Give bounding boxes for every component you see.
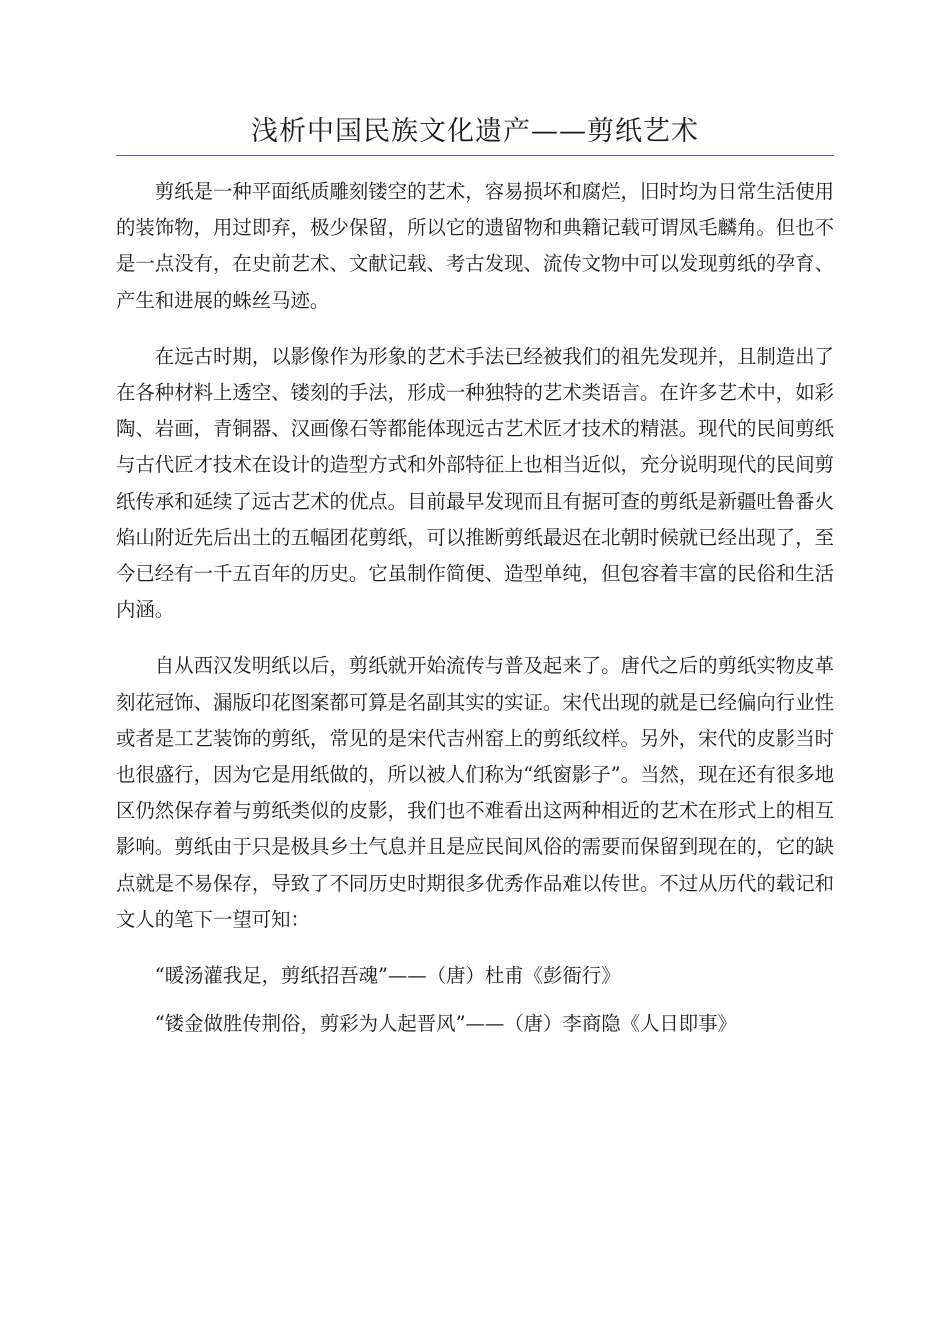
document-body [116,174,834,1054]
paragraph-2: 在远古时期，以影像作为形象的艺术手法已经被我们的祖先发现并，且制造出了在各种材料上透空、镂刻的手法，形成一种独特的艺术类语言。在许多艺术中，如彩陶、岩画，青铜器、汉画像石等都能体现远古艺术匠才技术的精湛。现代的民间剪纸与古代匠才技术在设计的造型方式和外部特征上也相当近似，充分说明现代的民间剪纸传承和延续了远古艺术的优点。目前最早发现而且有据可查的剪纸是新疆吐鲁番火焰山附近先后出土的五幅团花剪纸，可以推断剪纸最迟在北朝时候就已经出现了，至今已经有一千五百年的历史。它虽制作简便、造型单纯，但包容着丰富的民俗和生活内涵。 [116,344,834,622]
quote-1: “暖汤灌我足，剪纸招吾魂”——（唐）杜甫《彭衙行》 [154,964,621,988]
title-underline [116,155,834,156]
document-title: 浅析中国民族文化遗产——剪纸艺术 [251,116,699,147]
paragraph-3: 自从西汉发明纸以后，剪纸就开始流传与普及起来了。唐代之后的剪纸实物皮革刻花冠饰、漏版印花图案都可算是名副其实的实证。宋代出现的就是已经偏向行业性或者是工艺装饰的剪纸，常见的是宋代吉州窑上的剪纸纹样。另外，宋代的皮影当时也很盛行，因为它是用纸做的，所以被人们称为“纸窗影子”。当然，现在还有很多地区仍然保存着与剪纸类似的皮影，我们也不难看出这两种相近的艺术在形式上的相互影响。剪纸由于只是极具乡土气息并且是应民间风俗的需要而保留到现在的，它的缺点就是不易保存，导致了不同历史时期很多优秀作品难以传世。不过从历代的载记和文人的笔下一望可知： [116,654,834,931]
quote-2: “镂金做胜传荆俗，剪彩为人起晋风”——（唐）李商隐《人日即事》 [154,1012,737,1036]
paragraph-1: 剪纸是一种平面纸质雕刻镂空的艺术，容易损坏和腐烂，旧时均为日常生活使用的装饰物，用过即弃，极少保留，所以它的遗留物和典籍记载可谓凤毛麟角。但也不是一点没有，在史前艺术、文献记载、考古发现、流传文物中可以发现剪纸的孕育、产生和进展的蛛丝马迹。 [116,180,834,312]
